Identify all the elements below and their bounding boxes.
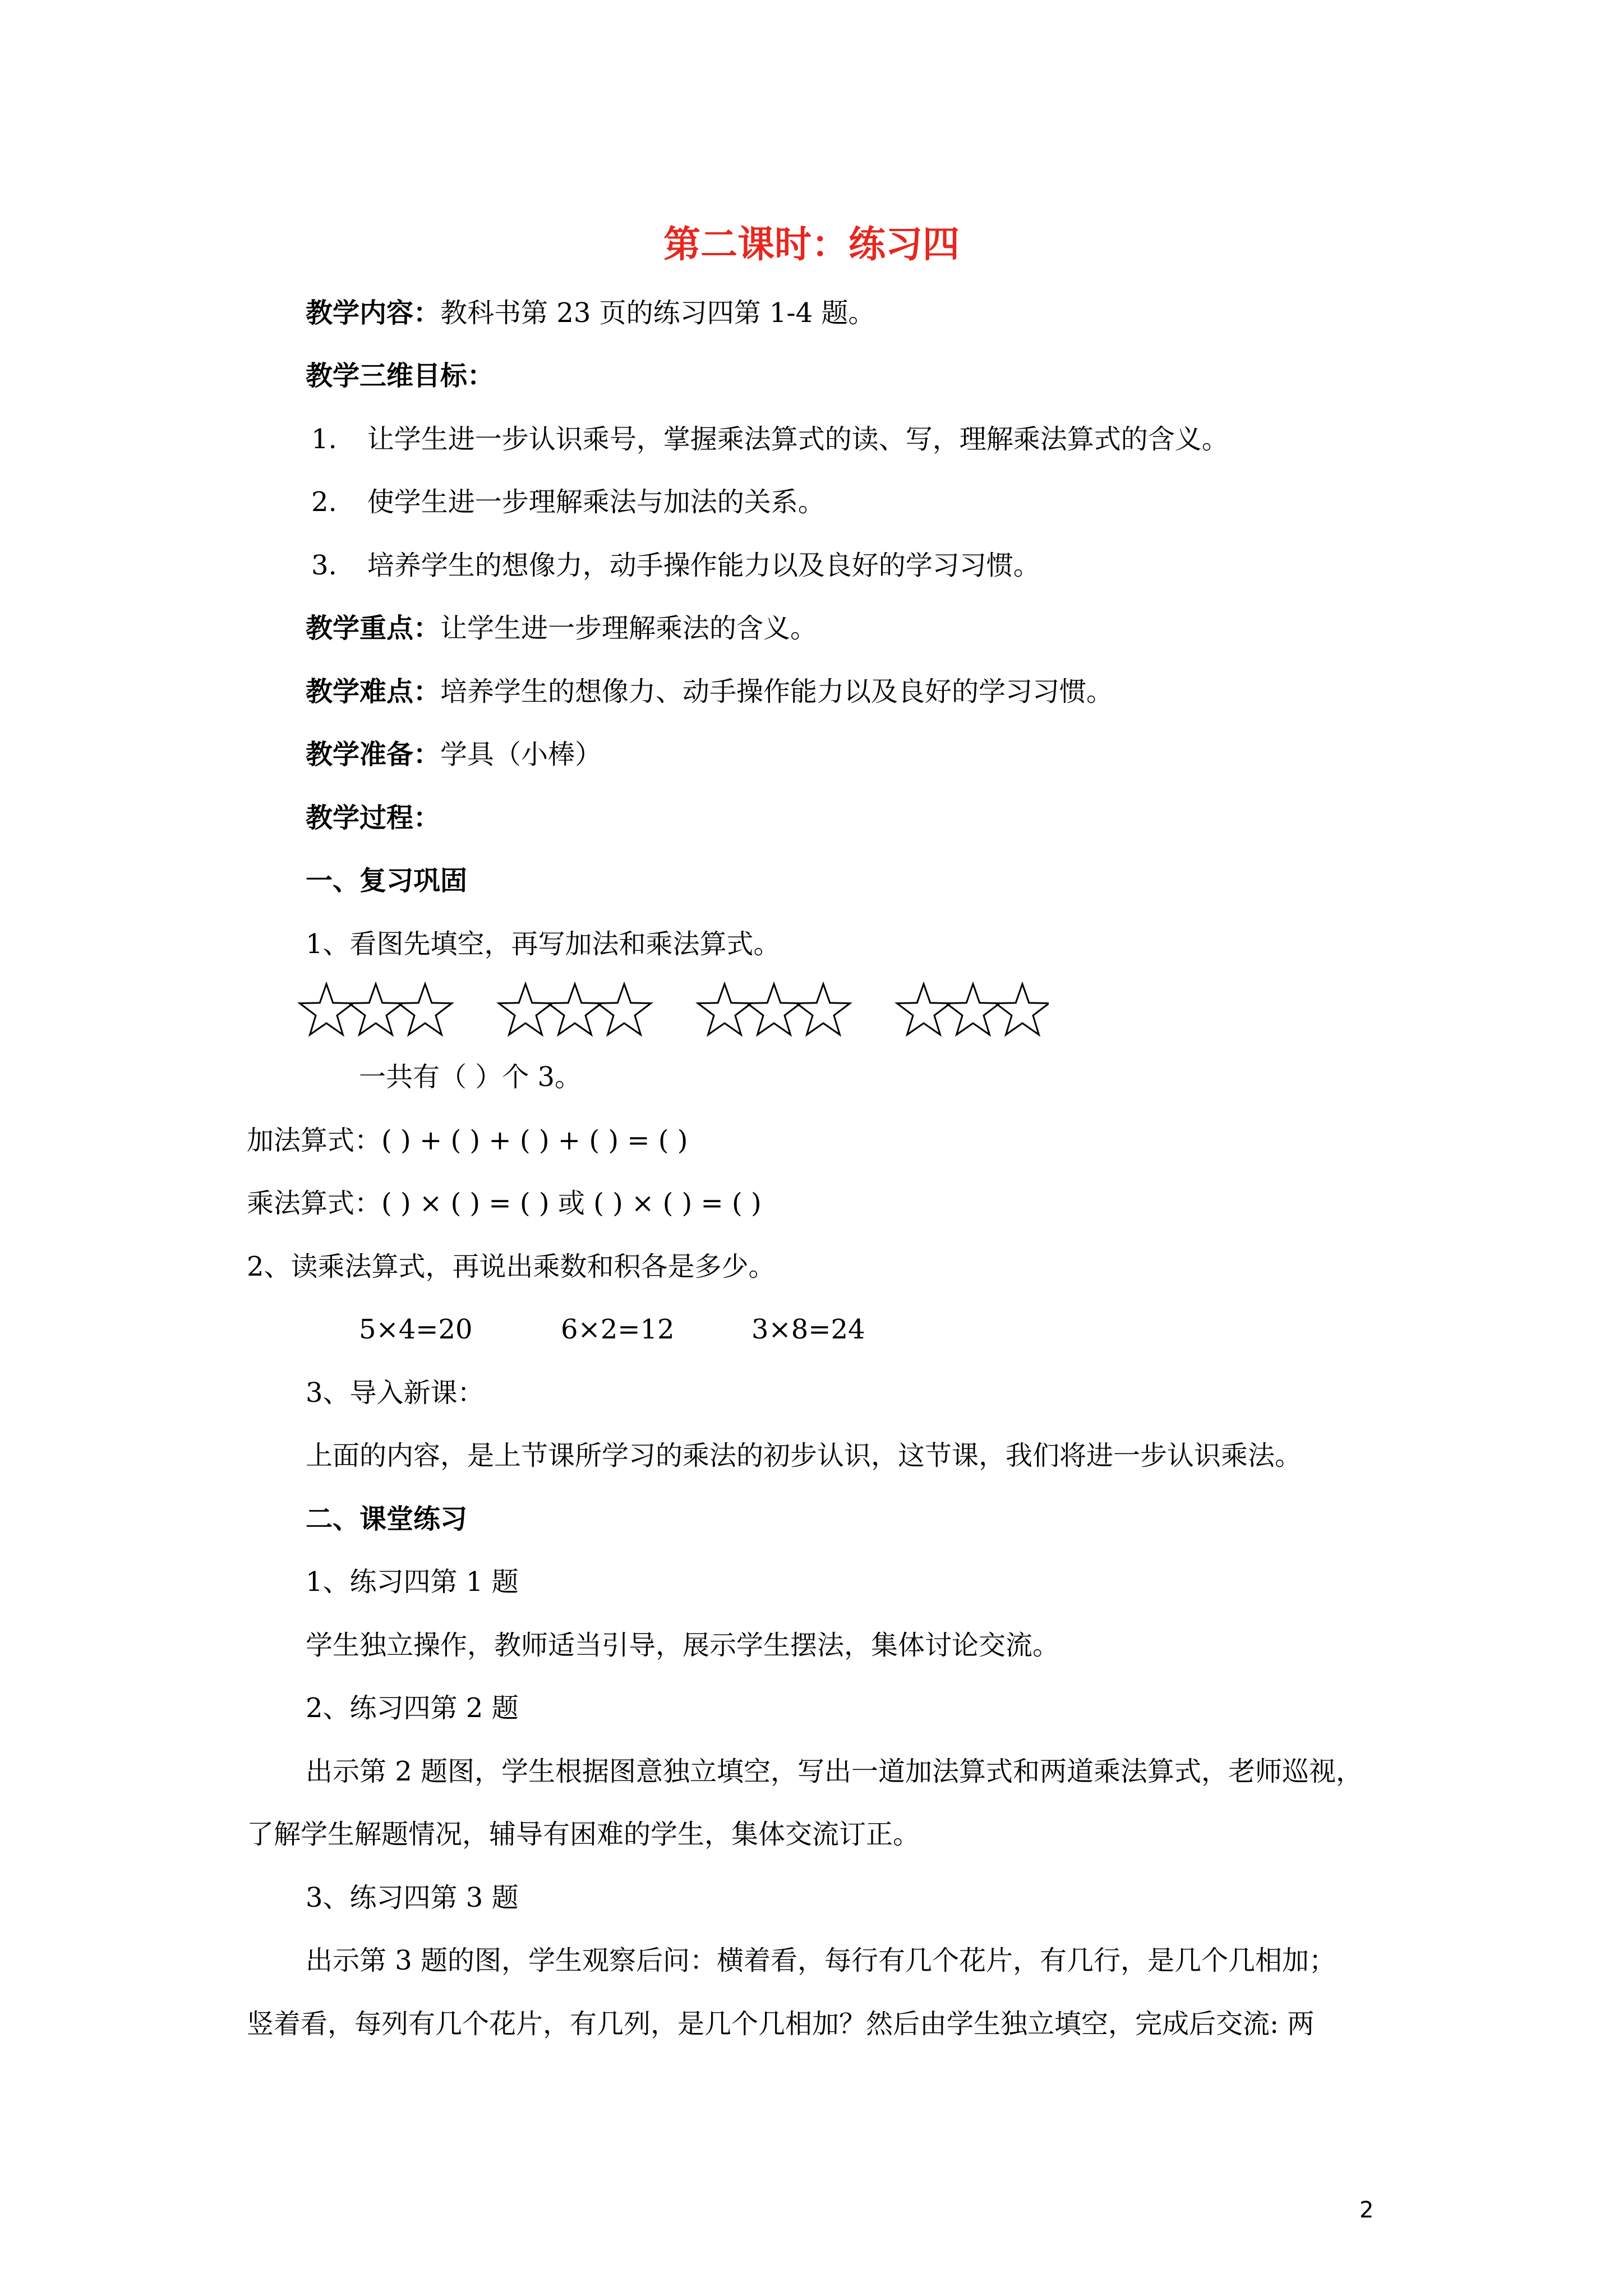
star-icon	[548, 984, 601, 1035]
question-1-total: 一共有（ ）个 3。	[359, 1061, 582, 1093]
goal-number: 3.	[311, 550, 337, 581]
difficulty-line	[306, 675, 1113, 708]
prep-line	[306, 738, 602, 771]
question-1: 1、看图先填空，再写加法和乘法算式。	[306, 928, 781, 960]
process-label: 教学过程：	[306, 802, 441, 834]
equation: 6×2=12	[561, 1314, 675, 1345]
teaching-content-line	[306, 296, 875, 330]
prep-label: 教学准备：	[306, 739, 441, 770]
key-point-label: 教学重点：	[306, 613, 441, 644]
question-3-text: 上面的内容，是上节课所学习的乘法的初步认识，这节课，我们将进一步认识乘法。	[306, 1440, 1302, 1471]
page-title: 第二课时：练习四	[663, 222, 960, 266]
star-icon	[597, 984, 651, 1035]
key-point-text: 让学生进一步理解乘法的含义。	[440, 613, 818, 644]
page-number: 2	[1359, 2197, 1374, 2223]
question-1-addition: 加法算式：( ) + ( ) + ( ) + ( ) = ( )	[247, 1125, 688, 1156]
exercise-3-text: 竖着看，每列有几个花片，有几列，是几个几相加？然后由学生独立填空，完成后交流: 两	[247, 2008, 1315, 2040]
star-icon	[698, 984, 751, 1035]
goal-number: 1.	[311, 424, 337, 455]
star-icon	[747, 984, 800, 1035]
goal-item	[311, 422, 1229, 456]
section-2-heading: 二、课堂练习	[306, 1503, 468, 1535]
exercise-1-title: 1、练习四第 1 题	[306, 1566, 519, 1598]
key-point-line	[306, 611, 817, 645]
goal-text: 让学生进一步认识乘号，掌握乘法算式的读、写，理解乘法算式的含义。	[367, 424, 1229, 455]
exercise-2-text: 了解学生解题情况，辅导有困难的学生，集体交流订正。	[247, 1819, 920, 1850]
difficulty-label: 教学难点：	[306, 676, 441, 707]
question-2: 2、读乘法算式，再说出乘数和积各是多少。	[247, 1251, 776, 1282]
star-figure	[297, 979, 1049, 1041]
equation: 5×4=20	[359, 1314, 473, 1345]
prep-text: 学具（小棒）	[440, 739, 602, 770]
star-icon	[995, 984, 1049, 1035]
teaching-content-text: 教科书第 23 页的练习四第 1-4 题。	[440, 297, 875, 329]
question-1-multiplication: 乘法算式：( ) × ( ) = ( ) 或 ( ) × ( ) = ( )	[247, 1188, 762, 1219]
star-icon	[499, 984, 552, 1035]
star-icon	[398, 984, 451, 1035]
exercise-3-title: 3、练习四第 3 题	[306, 1882, 519, 1913]
difficulty-text: 培养学生的想像力、动手操作能力以及良好的学习习惯。	[440, 676, 1114, 707]
exercise-2-title: 2、练习四第 2 题	[306, 1692, 519, 1724]
goals-label: 教学三维目标：	[306, 360, 495, 392]
star-icon	[796, 984, 850, 1035]
exercise-3-text: 出示第 3 题的图，学生观察后问：横着看，每行有几个花片，有几行，是几个几相加；	[306, 1945, 1336, 1976]
star-icon	[299, 984, 353, 1035]
star-groups	[297, 979, 1049, 1041]
goal-text: 培养学生的想像力，动手操作能力以及良好的学习习惯。	[367, 550, 1040, 581]
section-1-heading: 一、复习巩固	[306, 865, 468, 896]
goal-number: 2.	[311, 486, 337, 518]
goal-text: 使学生进一步理解乘法与加法的关系。	[367, 486, 825, 518]
question-3: 3、导入新课：	[306, 1377, 485, 1409]
star-icon	[349, 984, 402, 1035]
equation: 3×8=24	[751, 1314, 865, 1345]
teaching-content-label: 教学内容：	[306, 297, 441, 329]
exercise-1-text: 学生独立操作，教师适当引导，展示学生摆法，集体讨论交流。	[306, 1630, 1060, 1661]
exercise-2-text: 出示第 2 题图，学生根据图意独立填空，写出一道加法算式和两道乘法算式，老师巡视，	[306, 1756, 1363, 1787]
goal-item	[311, 549, 1040, 582]
star-icon	[946, 984, 999, 1035]
goal-item	[311, 485, 825, 519]
star-icon	[897, 984, 950, 1035]
